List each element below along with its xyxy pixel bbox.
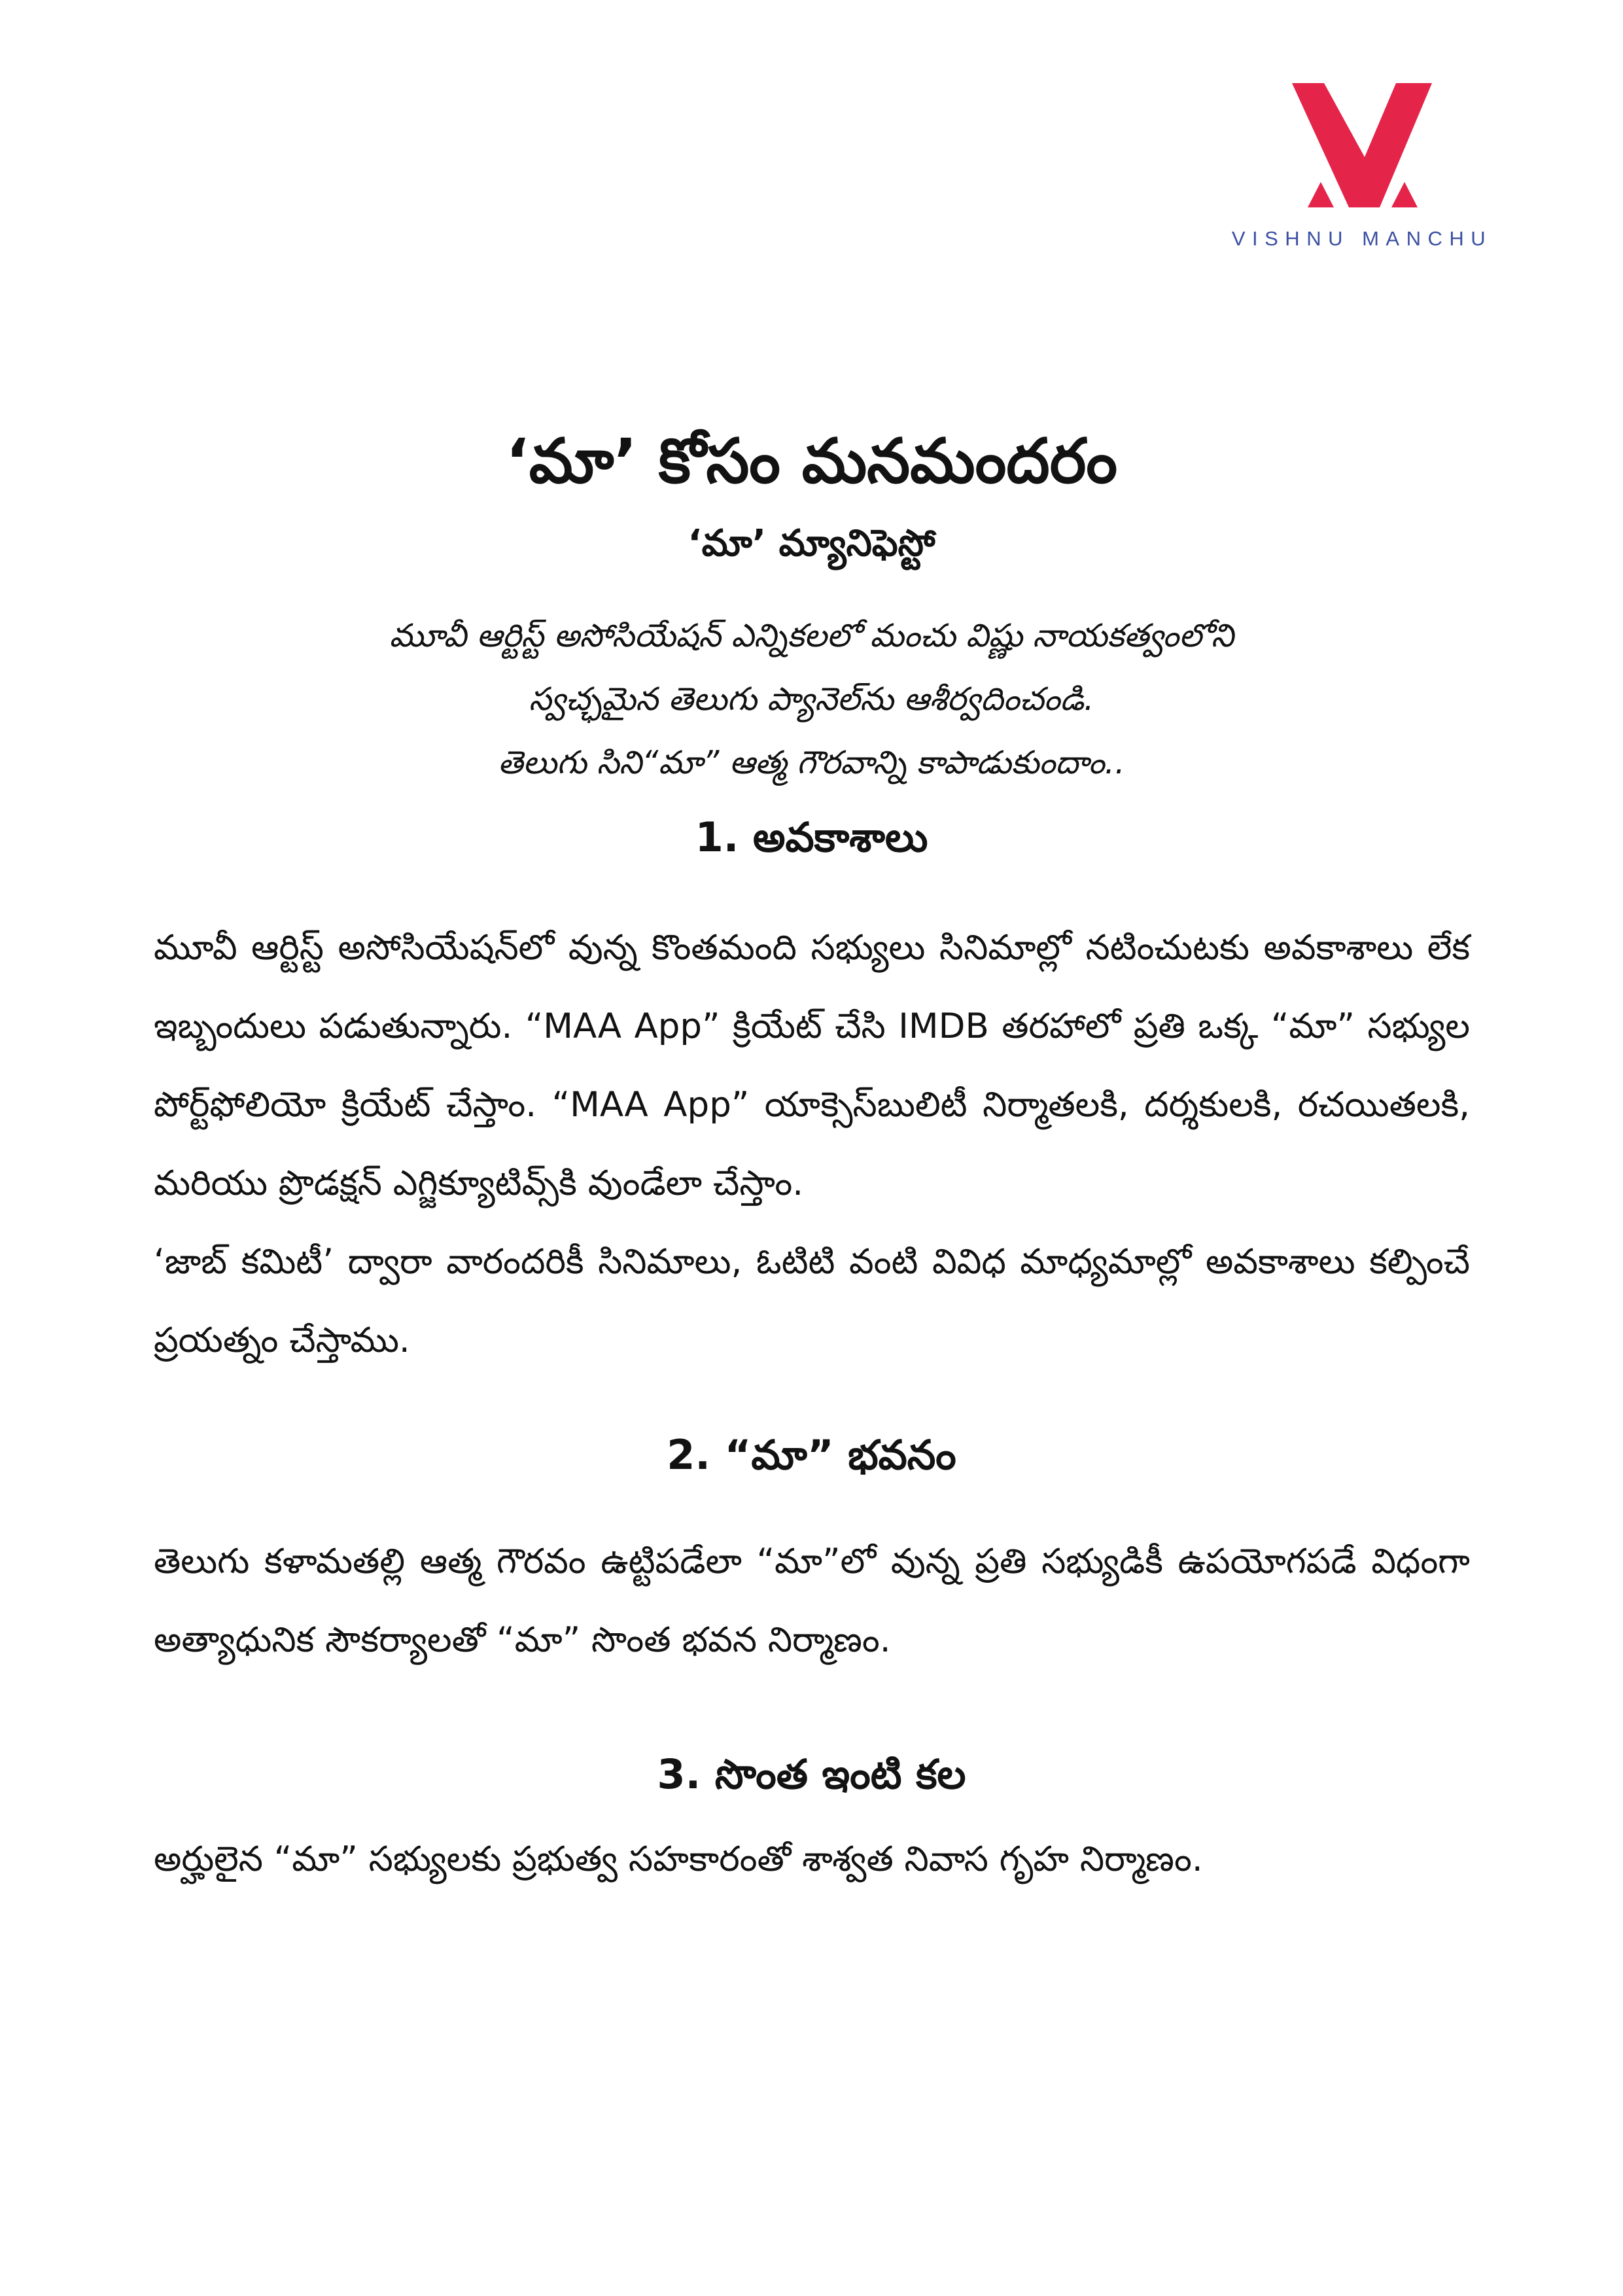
intro-line: స్వచ్ఛమైన తెలుగు ప్యానెల్‌ను ఆశీర్వదించండి. [529,680,1094,718]
section-2-heading: 2. “మా” భవనం [667,1430,956,1479]
vishnu-manchu-logo [1218,83,1506,251]
section-3-paragraph: అర్హులైన “మా” సభ్యులకు ప్రభుత్వ సహకారంతో శాశ్వత నివాస గృహ నిర్మాణం. [154,1839,1203,1880]
page-title: ‘మా’ కోసం మనమందరం [505,426,1118,497]
intro-block [0,604,1623,794]
section-1-paragraph-2: ‘జాబ్ కమిటీ’ ద్వారా వారందరికీ సినిమాలు, ఓటిటి వంటి వివిధ మాధ్యమాల్లో అవకాశాలు కల్పించే ప్రయత్నం చేస్తాము. [154,1241,1470,1360]
section-2-paragraph: తెలుగు కళామతల్లి ఆత్మ గౌరవం ఉట్టిపడేలా “మా”లో వున్న ప్రతి సభ్యుడికీ ఉపయోగపడే విధంగా అత్యాధునిక సౌకర్యాలతో “మా” సొంత భవన నిర్మాణం. [154,1541,1470,1660]
section-1-heading: 1. అవకాశాలు [695,813,928,862]
intro-line: తెలుగు సిని“మా” ఆత్మ గౌరవాన్ని కాపాడుకుందాం.. [498,744,1125,782]
logo-brand-text: VISHNU MANCHU [1231,227,1493,250]
section-1-paragraph-1: మూవీ ఆర్టిస్ట్ అసోసియేషన్‌లో వున్న కొంతమంది సభ్యులు సినిమాల్లో నటించుటకు అవకాశాలు లేక ఇబ్బందులు పడుతున్నారు. “MAA App” క్రియేట్ చేసి IMDB తరహాలో ప్రతి ఒక్క “మా” సభ్యుల పోర్ట్‌ఫోలియో క్రియేట్ చేస్తాం. “MAA App” యాక్సెస్‌బులిటీ నిర్మాతలకి, దర్శకులకి, రచయితలకి, మరియు ప్రొడక్షన్ ఎగ్జిక్యూటివ్స్‌కి వుండేలా చేస్తాం. [154,927,1470,1203]
intro-line: మూవీ ఆర్టిస్ట్ అసోసియేషన్ ఎన్నికలలో మంచు విష్ణు నాయకత్వంలోని [389,617,1234,655]
page-subtitle: ‘మా’ మ్యానిఫెస్టో [688,521,935,565]
section-3-heading: 3. సొంత ఇంటి కల [657,1750,966,1798]
vm-monogram-icon [1292,83,1432,207]
